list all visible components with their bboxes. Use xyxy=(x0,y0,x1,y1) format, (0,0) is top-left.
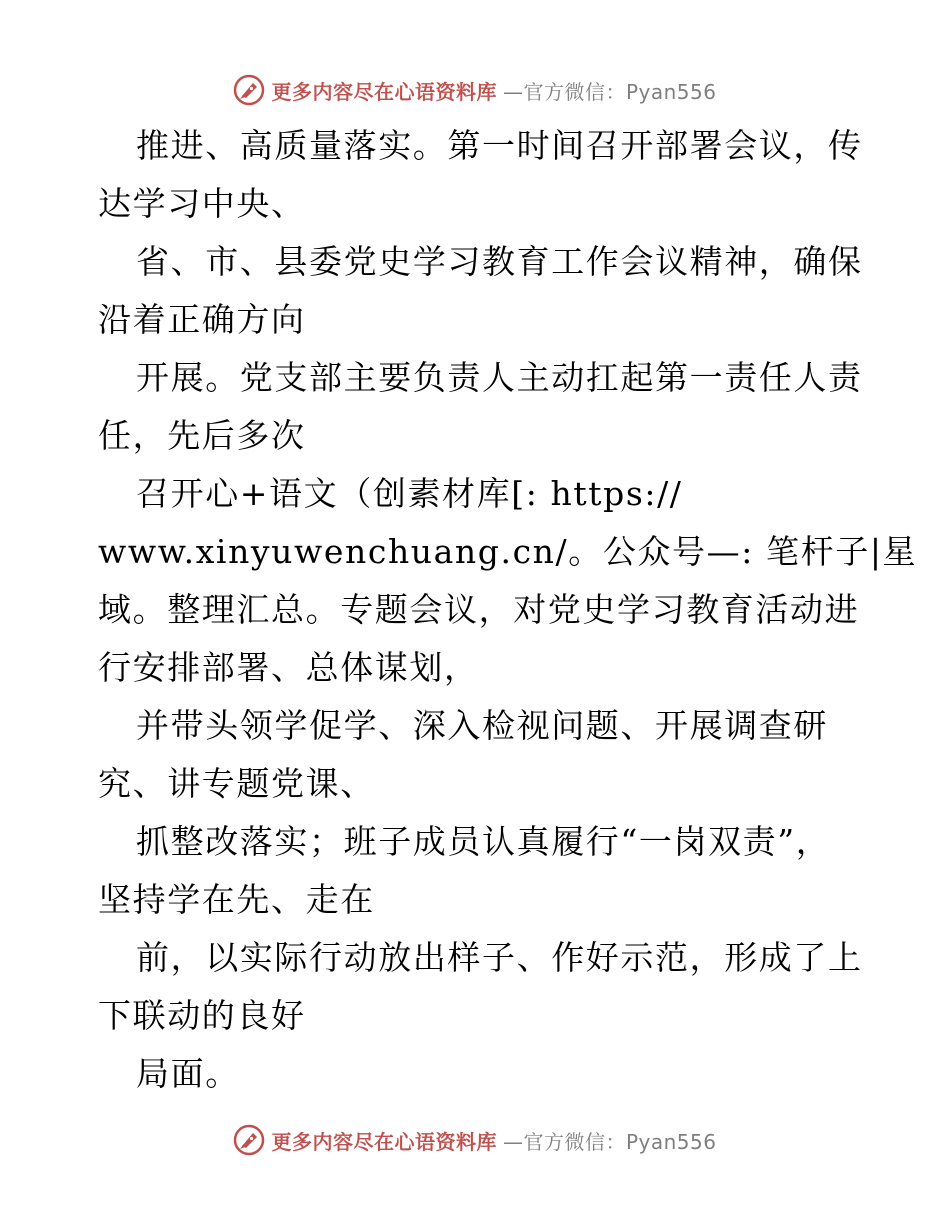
header-watermark-banner xyxy=(0,70,950,110)
watermark-brand-text: 更多内容尽在心语资料库 xyxy=(271,1129,497,1154)
watermark-official-text: —官方微信：Pyan556 xyxy=(502,79,717,104)
document-body xyxy=(98,117,918,1103)
text-line-17: 局面。 xyxy=(136,1054,240,1093)
pen-nib-logo-icon xyxy=(233,1124,265,1156)
text-line-1: 推进、高质量落实。第一时间召开部署会议，传 xyxy=(136,126,863,165)
text-line-10: 行安排部署、总体谋划， xyxy=(98,648,479,687)
text-line-7: 召开心+语文（创素材库[: https:// xyxy=(136,474,683,513)
text-line-2: 达学习中央、 xyxy=(98,184,306,223)
text-line-8: www.xinyuwenchuang.cn/。公众号—: 笔杆子|星 xyxy=(98,532,918,571)
text-line-14: 坚持学在先、走在 xyxy=(98,880,375,919)
text-line-6: 任，先后多次 xyxy=(98,416,306,455)
text-line-3: 省、市、县委党史学习教育工作会议精神，确保 xyxy=(136,242,863,281)
text-line-13: 抓整改落实；班子成员认真履行“一岗双责”， xyxy=(136,822,831,861)
text-line-12: 究、讲专题党课、 xyxy=(98,764,375,803)
text-line-16: 下联动的良好 xyxy=(98,996,306,1035)
watermark-official-text: —官方微信：Pyan556 xyxy=(502,1129,717,1154)
footer-watermark-banner xyxy=(0,1120,950,1160)
pen-nib-logo-icon xyxy=(233,74,265,106)
text-line-5: 开展。党支部主要负责人主动扛起第一责任人责 xyxy=(136,358,863,397)
text-line-15: 前，以实际行动放出样子、作好示范，形成了上 xyxy=(136,938,863,977)
text-line-4: 沿着正确方向 xyxy=(98,300,306,339)
watermark-brand-text: 更多内容尽在心语资料库 xyxy=(271,79,497,104)
text-line-11: 并带头领学促学、深入检视问题、开展调查研 xyxy=(136,706,828,745)
text-line-9: 域。整理汇总。专题会议，对党史学习教育活动进 xyxy=(98,590,860,629)
